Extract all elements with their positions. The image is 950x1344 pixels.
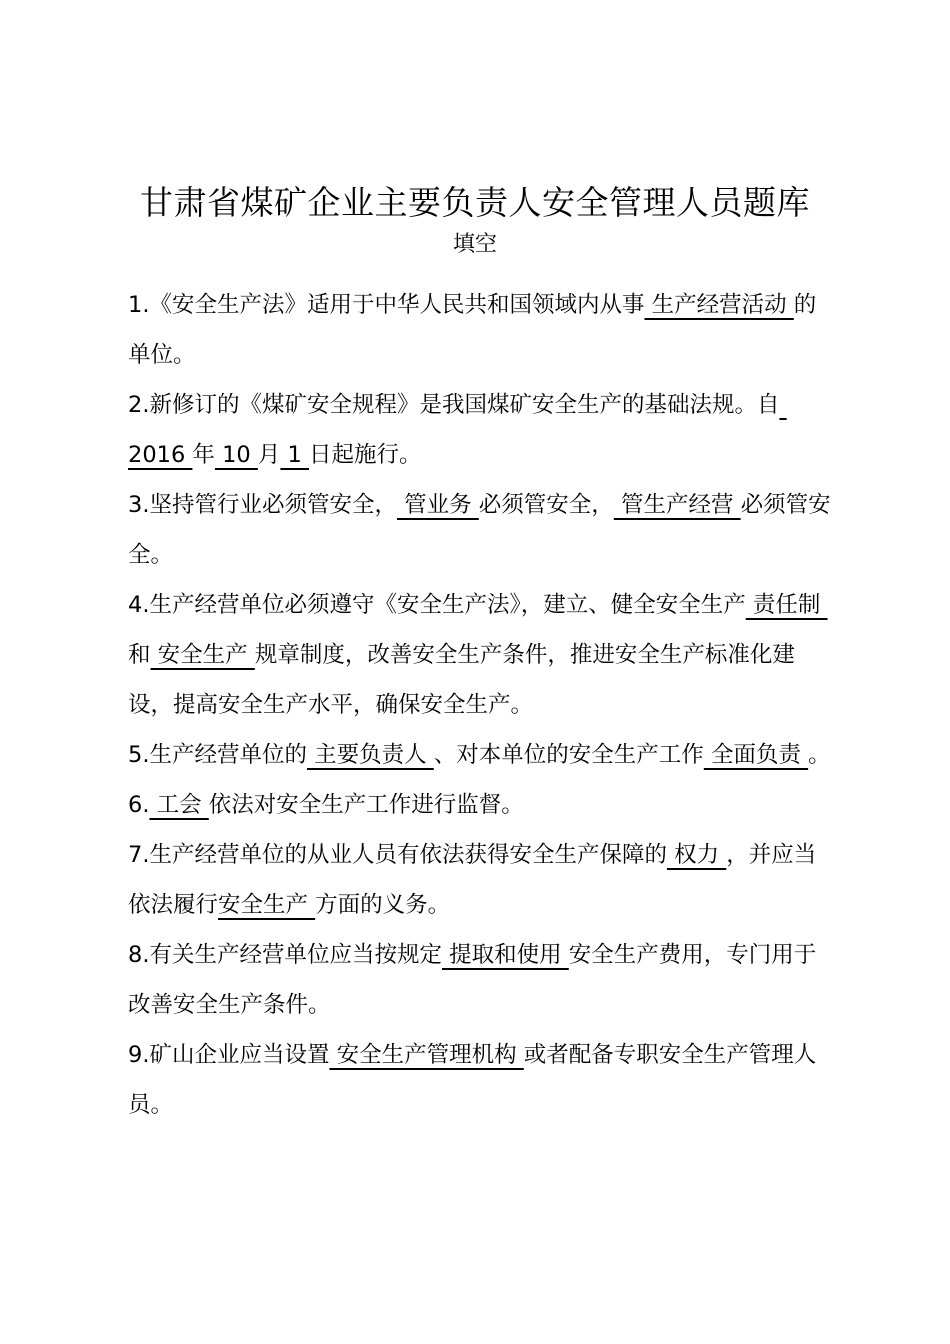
question-text: 、对本单位的安全生产工作 (433, 742, 704, 768)
question-text: 9.矿山企业应当设置 (128, 1042, 330, 1068)
question-text: 8.有关生产经营单位应当按规定 (128, 942, 442, 968)
answer-blank: 生产经营活动 (644, 292, 794, 318)
answer-blank: 1 (280, 442, 310, 468)
question-text: 6. (128, 792, 150, 818)
question-text: 必须管安全， (478, 492, 614, 518)
answer-blank: 责任制 (745, 592, 828, 618)
question-text: 规章制度，改善安全生产条件，推进安全生产标准化建设，提高安全生产水平，确保安全生产。 (128, 642, 795, 718)
question-text: 或者配备专职安全生产管理人员。 (128, 1042, 817, 1118)
question-item (128, 480, 834, 580)
answer-blank: 管生产经营 (613, 492, 741, 518)
question-text: 2.新修订的《煤矿安全规程》是我国煤矿安全生产的基础法规。自 (128, 392, 780, 418)
question-text: 安全生产费用，专门用于改善安全生产条件。 (128, 942, 817, 1018)
question-item (128, 780, 834, 830)
question-text: 日起施行。 (309, 442, 422, 468)
question-text: 的单位。 (128, 292, 817, 368)
question-text: 年 (192, 442, 215, 468)
question-text: 月 (257, 442, 281, 468)
question-text: 依法对安全生产工作进行监督。 (208, 792, 524, 818)
section-heading: 填空 (452, 232, 497, 257)
answer-blank: 管业务 (396, 492, 479, 518)
question-text: 4.生产经营单位必须遵守《安全生产法》，建立、健全安全生产 (128, 592, 746, 618)
question-list (128, 280, 834, 1130)
question-text: 3.坚持管行业必须管安全， (128, 492, 397, 518)
answer-blank: 主要负责人 (306, 742, 434, 768)
question-text: 5.生产经营单位的 (128, 742, 307, 768)
question-text: 方面的义务。 (315, 892, 451, 918)
question-item (128, 280, 834, 380)
question-item (128, 730, 834, 780)
question-item (128, 830, 834, 930)
question-item (128, 380, 834, 480)
question-item (128, 930, 834, 1030)
answer-blank: 2016 (128, 392, 787, 468)
question-text: ，并应当依法履行 (128, 842, 817, 918)
question-text: 。 (808, 742, 831, 768)
question-text: 1.《安全生产法》适用于中华人民共和国领域内从事 (128, 292, 645, 318)
answer-blank: 安全生产 (218, 892, 316, 918)
document-title: 甘肃省煤矿企业主要负责人安全管理人员题库 (140, 183, 810, 222)
question-item (128, 580, 834, 730)
question-text: 和 (128, 642, 151, 668)
answer-blank: 安全生产管理机构 (329, 1042, 524, 1068)
answer-blank: 安全生产 (150, 642, 255, 668)
answer-blank: 权力 (666, 842, 727, 868)
answer-blank: 全面负责 (703, 742, 809, 768)
answer-blank: 提取和使用 (441, 942, 569, 968)
question-text: 必须管安全。 (128, 492, 831, 568)
answer-blank: 10 (214, 442, 258, 468)
question-item (128, 1030, 834, 1130)
question-text: 7.生产经营单位的从业人员有依法获得安全生产保障的 (128, 842, 667, 868)
answer-blank: 工会 (149, 792, 209, 818)
